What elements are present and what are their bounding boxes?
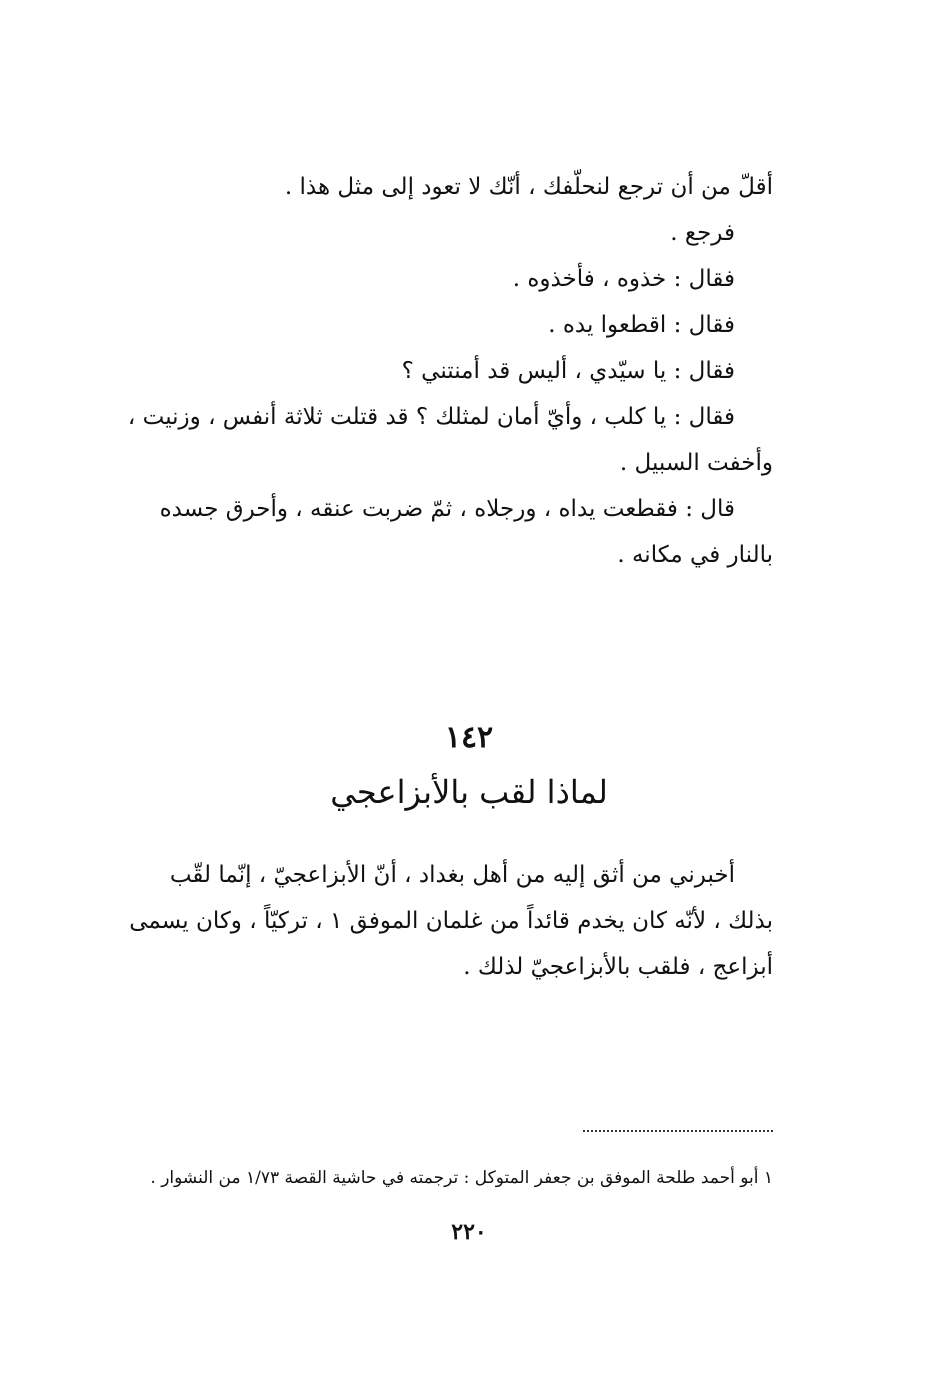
text-line: بذلك ، لأنّه كان يخدم قائداً من غلمان الموفق ١ ، تركيّاً ، وكان يسمى bbox=[129, 908, 773, 934]
text-line: أخبرني من أثق إليه من أهل بغداد ، أنّ الأبزاعجيّ ، إنّما لقّب bbox=[169, 862, 735, 888]
text-line: فرجع . bbox=[670, 220, 735, 246]
story-title: لماذا لقب بالأبزاعجي bbox=[330, 773, 608, 811]
footnote: ١ أبو أحمد طلحة الموفق بن جعفر المتوكل : ترجمته في حاشية القصة ١/٧٣ من النشوار . bbox=[150, 1168, 773, 1188]
text-line: فقال : خذوه ، فأخذوه . bbox=[512, 266, 735, 292]
footnote-divider bbox=[583, 1130, 773, 1132]
story-number: ١٤٢ bbox=[444, 720, 494, 755]
text-line: فقال : يا سيّدي ، أليس قد أمنتني ؟ bbox=[401, 358, 735, 384]
text-line: فقال : اقطعوا يده . bbox=[548, 312, 735, 338]
page-number: ٢٢٠ bbox=[451, 1219, 487, 1245]
text-line: قال : فقطعت يداه ، ورجلاه ، ثمّ ضربت عنقه ، وأحرق جسده bbox=[159, 496, 735, 522]
text-line: أقلّ من أن ترجع لنحلّفك ، أنّك لا تعود إلى مثل هذا . bbox=[284, 174, 773, 200]
text-line: فقال : يا كلب ، وأيّ أمان لمثلك ؟ قد قتلت ثلاثة أنفس ، وزنيت ، bbox=[127, 404, 735, 430]
text-line: أبزاعج ، فلقب بالأبزاعجيّ لذلك . bbox=[463, 954, 773, 980]
text-line: وأخفت السبيل . bbox=[619, 450, 773, 476]
story-text bbox=[103, 852, 773, 990]
text-line: بالنار في مكانه . bbox=[617, 542, 773, 568]
previous-story-text bbox=[103, 164, 773, 578]
